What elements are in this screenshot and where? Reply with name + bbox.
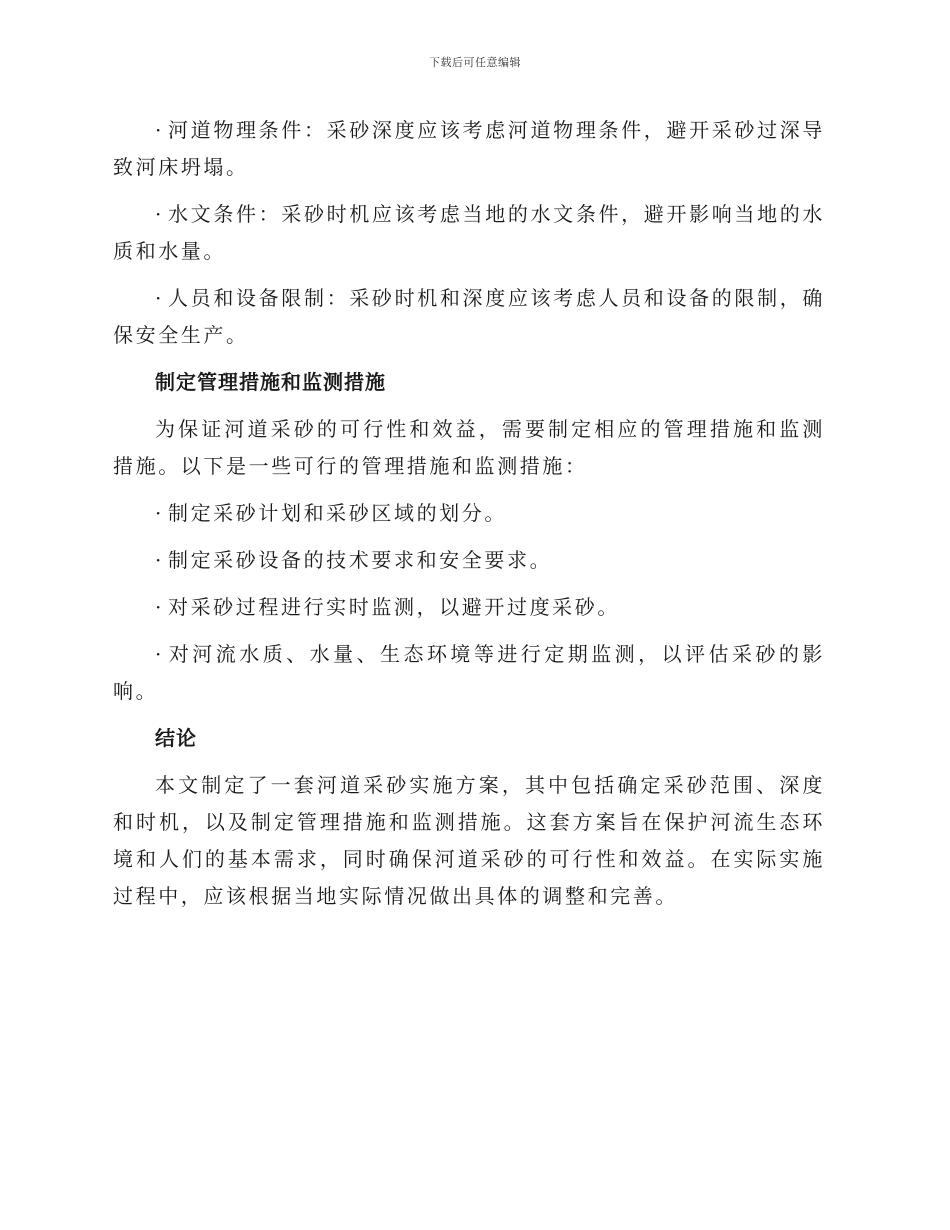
bullet-dot-icon (155, 595, 168, 619)
bullet-text: 对采砂过程进行实时监测，以避开过度采砂。 (167, 595, 620, 619)
bullet-dot-icon (155, 501, 168, 525)
bullet-text: 人员和设备限制：采砂时机和深度应该考虑人员和设备的限制，确保安全生产。 (113, 286, 825, 347)
bullet-item-plan (113, 495, 825, 532)
document-body (113, 112, 825, 925)
section-heading-conclusion: 结论 (155, 726, 197, 750)
bullet-text: 河道物理条件：采砂深度应该考虑河道物理条件，避开采砂过深导致河床坍塌。 (113, 118, 825, 179)
bullet-text: 水文条件：采砂时机应该考虑当地的水文条件，避开影响当地的水质和水量。 (113, 202, 825, 263)
bullet-item-periodic (113, 636, 825, 710)
bullet-dot-icon (155, 286, 168, 310)
bullet-item-river-physical (113, 112, 825, 186)
bullet-item-equipment (113, 542, 825, 579)
bullet-item-monitoring (113, 589, 825, 626)
bullet-item-hydrology (113, 196, 825, 270)
bullet-dot-icon (155, 118, 168, 142)
bullet-item-personnel (113, 280, 825, 354)
bullet-text: 对河流水质、水量、生态环境等进行定期监测，以评估采砂的影响。 (113, 642, 825, 703)
bullet-text: 制定采砂设备的技术要求和安全要求。 (167, 548, 553, 572)
bullet-dot-icon (155, 548, 168, 572)
bullet-dot-icon (155, 202, 168, 226)
section-heading-management: 制定管理措施和监测措施 (155, 370, 386, 394)
bullet-dot-icon (155, 642, 168, 666)
bullet-text: 制定采砂计划和采砂区域的划分。 (167, 501, 507, 525)
paragraph-management-intro: 为保证河道采砂的可行性和效益，需要制定相应的管理措施和监测措施。以下是一些可行的管理措施和监测措施： (113, 417, 825, 478)
page-header: 下载后可任意编辑 (429, 56, 521, 69)
paragraph-conclusion: 本文制定了一套河道采砂实施方案，其中包括确定采砂范围、深度和时机，以及制定管理措施和监测措施。这套方案旨在保护河流生态环境和人们的基本需求，同时确保河道采砂的可行性和效益。在实际实施过程中，应该根据当地实际情况做出具体的调整和完善。 (113, 773, 825, 908)
